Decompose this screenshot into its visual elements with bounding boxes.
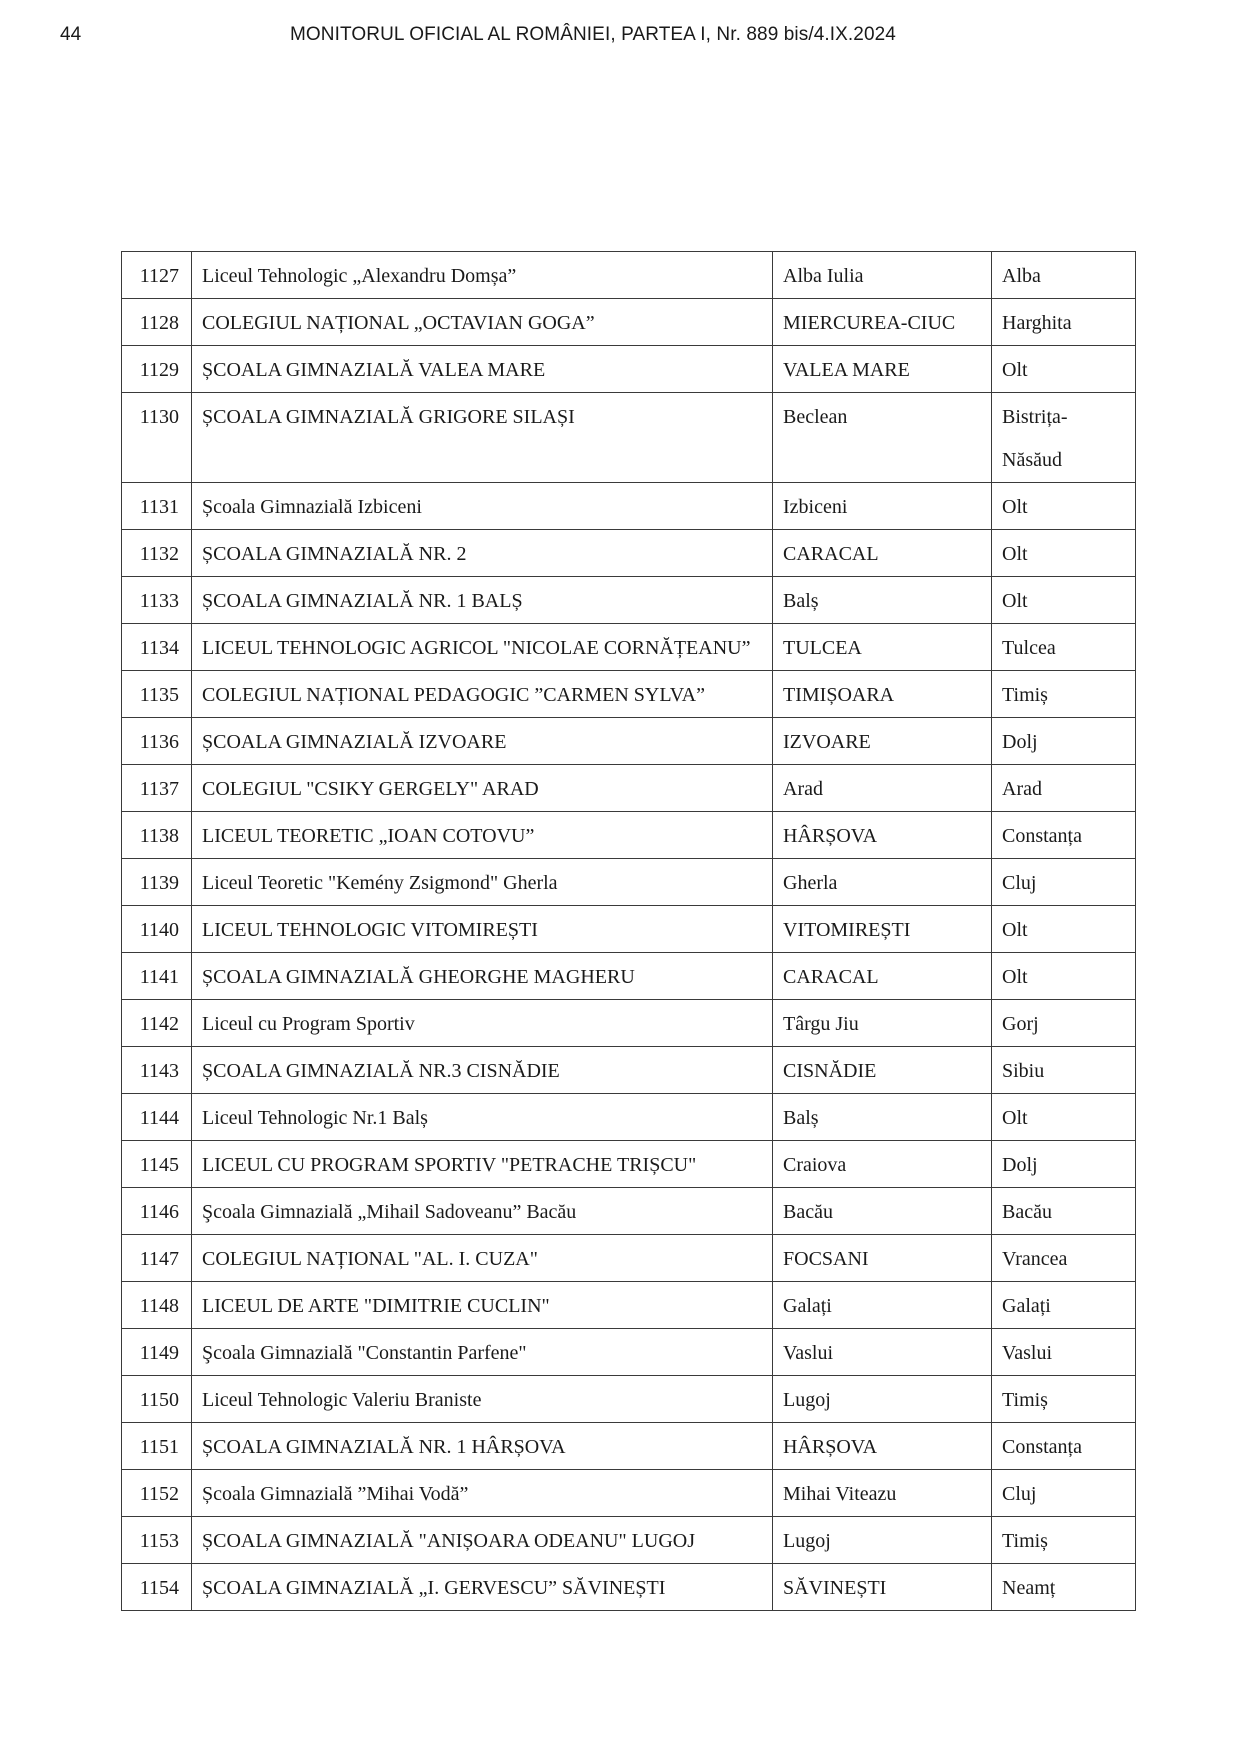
school-name-cell: ȘCOALA GIMNAZIALĂ NR. 1 HÂRȘOVA [192,1423,773,1470]
school-name-cell: Școala Gimnazială ”Mihai Vodă” [192,1470,773,1517]
row-number-cell: 1147 [122,1235,192,1282]
county-cell: Vrancea [992,1235,1136,1282]
locality-cell: VALEA MARE [773,346,992,393]
row-number-cell: 1140 [122,906,192,953]
school-name-cell: ȘCOALA GIMNAZIALĂ "ANIȘOARA ODEANU" LUGOJ [192,1517,773,1564]
school-name-cell: Şcoala Gimnazială „Mihail Sadoveanu” Bacău [192,1188,773,1235]
row-number-cell: 1150 [122,1376,192,1423]
table-row [122,1235,1136,1282]
table-row [122,577,1136,624]
county-cell: Tulcea [992,624,1136,671]
table-row [122,1047,1136,1094]
locality-cell: Galați [773,1282,992,1329]
table-row [122,1376,1136,1423]
table-row [122,1470,1136,1517]
county-cell: Timiș [992,1376,1136,1423]
locality-cell: SĂVINEȘTI [773,1564,992,1611]
table-row [122,765,1136,812]
running-head: MONITORUL OFICIAL AL ROMÂNIEI, PARTEA I, Nr. 889 bis/4.IX.2024 [290,24,896,45]
county-cell: Constanța [992,812,1136,859]
row-number-cell: 1145 [122,1141,192,1188]
row-number-cell: 1134 [122,624,192,671]
table-row [122,1000,1136,1047]
school-name-cell: ȘCOALA GIMNAZIALĂ GHEORGHE MAGHERU [192,953,773,1000]
school-name-cell: LICEUL TEHNOLOGIC AGRICOL "NICOLAE CORNĂȚEANU” [192,624,773,671]
school-name-cell: Liceul Tehnologic „Alexandru Domșa” [192,252,773,299]
table-body [122,252,1136,1611]
school-name-cell: ȘCOALA GIMNAZIALĂ GRIGORE SILAȘI [192,393,773,483]
locality-cell: Vaslui [773,1329,992,1376]
locality-cell: TULCEA [773,624,992,671]
locality-cell: CARACAL [773,530,992,577]
school-name-cell: LICEUL TEORETIC „IOAN COTOVU” [192,812,773,859]
school-name-cell: ȘCOALA GIMNAZIALĂ IZVOARE [192,718,773,765]
locality-cell: Alba Iulia [773,252,992,299]
row-number-cell: 1148 [122,1282,192,1329]
row-number-cell: 1138 [122,812,192,859]
table-row [122,1423,1136,1470]
school-name-cell: COLEGIUL NAȚIONAL "AL. I. CUZA" [192,1235,773,1282]
locality-cell: Craiova [773,1141,992,1188]
locality-cell: MIERCUREA-CIUC [773,299,992,346]
county-cell: Dolj [992,718,1136,765]
page-number: 44 [60,24,82,45]
county-cell: Olt [992,346,1136,393]
table-row [122,1141,1136,1188]
county-cell: Olt [992,483,1136,530]
county-cell: Olt [992,1094,1136,1141]
school-name-cell: LICEUL DE ARTE "DIMITRIE CUCLIN" [192,1282,773,1329]
locality-cell: Lugoj [773,1376,992,1423]
row-number-cell: 1133 [122,577,192,624]
row-number-cell: 1141 [122,953,192,1000]
locality-cell: Arad [773,765,992,812]
school-name-cell: Liceul Teoretic "Kemény Zsigmond" Gherla [192,859,773,906]
row-number-cell: 1128 [122,299,192,346]
county-cell: Galați [992,1282,1136,1329]
locality-cell: Bacău [773,1188,992,1235]
county-cell: Timiș [992,1517,1136,1564]
school-name-cell: ȘCOALA GIMNAZIALĂ VALEA MARE [192,346,773,393]
row-number-cell: 1154 [122,1564,192,1611]
row-number-cell: 1139 [122,859,192,906]
row-number-cell: 1136 [122,718,192,765]
locality-cell: VITOMIREȘTI [773,906,992,953]
school-name-cell: ȘCOALA GIMNAZIALĂ NR. 2 [192,530,773,577]
locality-cell: Mihai Viteazu [773,1470,992,1517]
locality-cell: IZVOARE [773,718,992,765]
locality-cell: Balș [773,577,992,624]
table-row [122,530,1136,577]
table-row [122,671,1136,718]
locality-cell: Balș [773,1094,992,1141]
school-name-cell: ȘCOALA GIMNAZIALĂ NR. 1 BALȘ [192,577,773,624]
county-cell: Cluj [992,859,1136,906]
locality-cell: TIMIȘOARA [773,671,992,718]
table-row [122,906,1136,953]
row-number-cell: 1153 [122,1517,192,1564]
locality-cell: CISNĂDIE [773,1047,992,1094]
table-row [122,624,1136,671]
county-cell: Harghita [992,299,1136,346]
county-cell: Constanța [992,1423,1136,1470]
row-number-cell: 1130 [122,393,192,483]
table-row [122,1517,1136,1564]
row-number-cell: 1144 [122,1094,192,1141]
school-name-cell: Școala Gimnazială Izbiceni [192,483,773,530]
row-number-cell: 1129 [122,346,192,393]
county-cell: Gorj [992,1000,1136,1047]
table-row [122,812,1136,859]
school-name-cell: Liceul Tehnologic Nr.1 Balș [192,1094,773,1141]
table-row [122,1282,1136,1329]
row-number-cell: 1131 [122,483,192,530]
row-number-cell: 1142 [122,1000,192,1047]
county-cell: Bacău [992,1188,1136,1235]
school-name-cell: LICEUL CU PROGRAM SPORTIV "PETRACHE TRIȘCU" [192,1141,773,1188]
row-number-cell: 1149 [122,1329,192,1376]
table-row [122,252,1136,299]
county-cell: Vaslui [992,1329,1136,1376]
table-row [122,1188,1136,1235]
locality-cell: Izbiceni [773,483,992,530]
county-cell: Olt [992,530,1136,577]
county-cell: Olt [992,953,1136,1000]
table-row [122,718,1136,765]
locality-cell: Târgu Jiu [773,1000,992,1047]
table-row [122,393,1136,483]
school-name-cell: Liceul cu Program Sportiv [192,1000,773,1047]
locality-cell: Gherla [773,859,992,906]
school-name-cell: ȘCOALA GIMNAZIALĂ „I. GERVESCU” SĂVINEȘTI [192,1564,773,1611]
county-cell: Arad [992,765,1136,812]
locality-cell: CARACAL [773,953,992,1000]
school-name-cell: Liceul Tehnologic Valeriu Braniste [192,1376,773,1423]
row-number-cell: 1127 [122,252,192,299]
table-row [122,953,1136,1000]
county-cell: Cluj [992,1470,1136,1517]
table-row [122,483,1136,530]
county-cell: Alba [992,252,1136,299]
county-cell: Sibiu [992,1047,1136,1094]
row-number-cell: 1143 [122,1047,192,1094]
county-cell: Timiș [992,671,1136,718]
county-cell: Neamț [992,1564,1136,1611]
locality-cell: Lugoj [773,1517,992,1564]
county-cell: Olt [992,577,1136,624]
county-cell: Olt [992,906,1136,953]
row-number-cell: 1146 [122,1188,192,1235]
row-number-cell: 1152 [122,1470,192,1517]
row-number-cell: 1151 [122,1423,192,1470]
school-name-cell: COLEGIUL NAȚIONAL PEDAGOGIC ”CARMEN SYLVA” [192,671,773,718]
school-name-cell: LICEUL TEHNOLOGIC VITOMIREȘTI [192,906,773,953]
county-cell: Bistrița-Năsăud [992,393,1136,483]
row-number-cell: 1132 [122,530,192,577]
county-cell: Dolj [992,1141,1136,1188]
locality-cell: HÂRȘOVA [773,812,992,859]
table-row [122,1564,1136,1611]
table-row [122,346,1136,393]
locality-cell: FOCSANI [773,1235,992,1282]
table-row [122,299,1136,346]
row-number-cell: 1135 [122,671,192,718]
school-name-cell: COLEGIUL "CSIKY GERGELY" ARAD [192,765,773,812]
row-number-cell: 1137 [122,765,192,812]
table-row [122,859,1136,906]
schools-table [121,251,1136,1611]
school-name-cell: ȘCOALA GIMNAZIALĂ NR.3 CISNĂDIE [192,1047,773,1094]
table-row [122,1329,1136,1376]
locality-cell: Beclean [773,393,992,483]
table-row [122,1094,1136,1141]
school-name-cell: COLEGIUL NAȚIONAL „OCTAVIAN GOGA” [192,299,773,346]
school-name-cell: Şcoala Gimnazială "Constantin Parfene" [192,1329,773,1376]
locality-cell: HÂRȘOVA [773,1423,992,1470]
